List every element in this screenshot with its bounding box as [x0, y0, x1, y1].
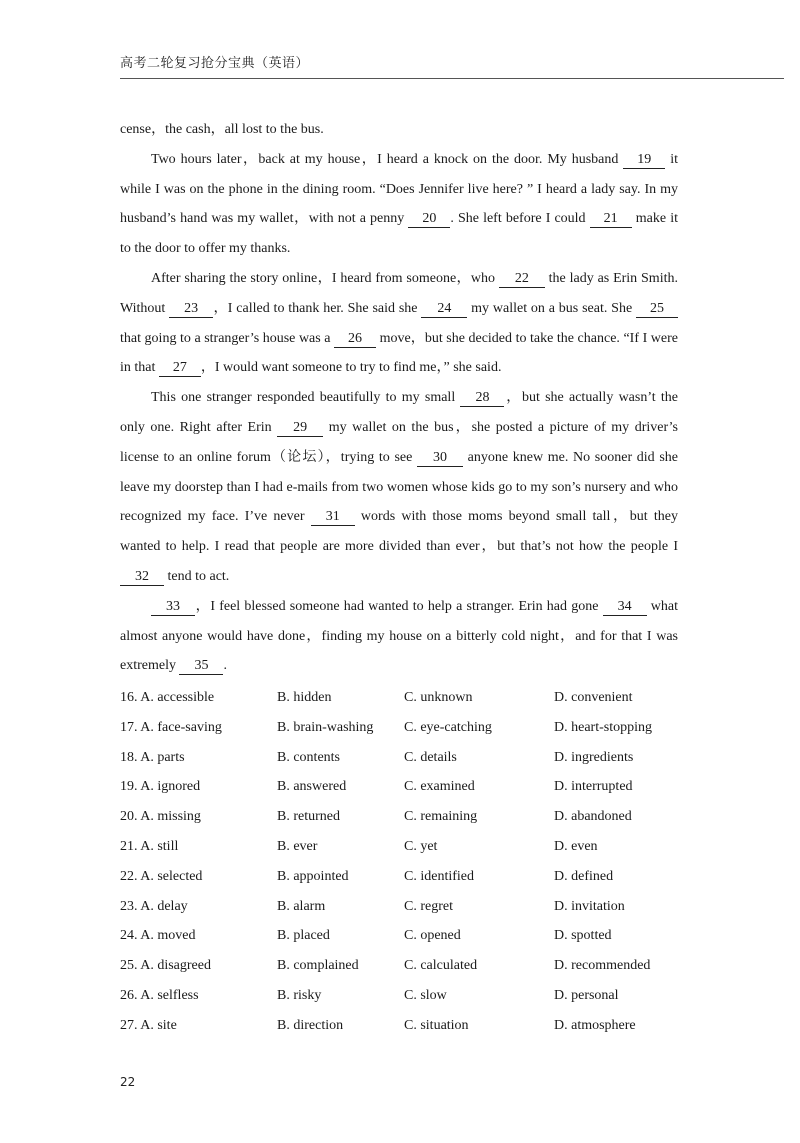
option-c: C. details: [404, 749, 457, 765]
option-a: 21. A. still: [120, 838, 179, 854]
option-row: [120, 981, 680, 1011]
option-a: 16. A. accessible: [120, 690, 215, 705]
blank-35: 35: [179, 657, 223, 675]
option-a: 25. A. disagreed: [120, 958, 211, 974]
passage-text: tend to act.: [164, 568, 230, 584]
option-b: B. returned: [277, 809, 340, 825]
option-row: [120, 743, 680, 773]
page-header: 高考二轮复习抢分宝典（英语）: [120, 56, 310, 71]
blank-20: 20: [408, 210, 450, 228]
option-c: C. remaining: [404, 809, 478, 825]
option-b: B. appointed: [277, 868, 349, 884]
paragraph-0: [120, 115, 678, 145]
passage-text: make it to the door to offer my thanks.: [120, 211, 678, 257]
option-a: 20. A. missing: [120, 809, 201, 825]
passage-text: move，but she decided to take the chance. “If I were in that: [120, 330, 678, 376]
option-d: D. spotted: [554, 928, 612, 944]
blank-24: 24: [421, 300, 467, 318]
option-c: C. calculated: [404, 958, 478, 974]
option-c: C. examined: [404, 779, 475, 795]
option-row: [120, 832, 680, 862]
option-b: B. ever: [277, 838, 318, 854]
option-row: [120, 713, 680, 743]
option-c: C. situation: [404, 1017, 469, 1033]
option-a: 22. A. selected: [120, 868, 203, 884]
option-c: C. unknown: [404, 690, 473, 705]
option-d: D. invitation: [554, 898, 625, 914]
paragraph-4: [120, 592, 678, 681]
blank-30: 30: [417, 449, 463, 467]
option-d: D. ingredients: [554, 749, 634, 765]
blank-25: 25: [636, 300, 678, 318]
option-row: [120, 1011, 680, 1041]
option-c: C. regret: [404, 898, 453, 914]
passage-text: cense，the cash，all lost to the bus.: [120, 122, 324, 137]
option-row: [120, 921, 680, 951]
passage-text: that going to a stranger’s house was a: [120, 330, 335, 346]
option-row: [120, 683, 680, 713]
option-b: B. hidden: [277, 690, 332, 705]
option-b: B. complained: [277, 958, 359, 974]
passage-text: my wallet on the bus，she posted a picture of my driver’s license to an online forum（论坛），trying to see: [120, 419, 678, 465]
option-b: B. direction: [277, 1017, 344, 1033]
blank-31: 31: [311, 508, 355, 526]
passage-text: After sharing the story online，I heard from someone，who: [151, 270, 499, 286]
option-d: D. defined: [554, 868, 614, 884]
passage-text: words with those moms beyond small tall，but they wanted to help. I read that people are more divided than ever，but that’s not how the people I: [120, 509, 678, 555]
passage-text: .: [223, 658, 227, 674]
option-b: B. brain-washing: [277, 719, 374, 735]
passage-text: anyone knew me. No sooner did she leave my doorstep than I had e-mails from two women whose kids go to my son’s nursery and who recognized my face. I’ve never: [120, 449, 679, 525]
blank-22: 22: [499, 270, 545, 288]
option-c: C. slow: [404, 987, 447, 1003]
option-row: [120, 862, 680, 892]
option-d: D. abandoned: [554, 809, 632, 825]
paragraph-3: [120, 383, 678, 592]
option-b: B. contents: [277, 749, 340, 765]
option-a: 26. A. selfless: [120, 987, 199, 1003]
page-number: 22: [120, 1075, 136, 1089]
passage-text: ，I would want someone to try to find me，” she said.: [200, 360, 502, 376]
blank-27: 27: [159, 359, 201, 377]
option-c: C. opened: [404, 928, 461, 944]
blank-33: 33: [151, 598, 195, 616]
option-row: [120, 951, 680, 981]
option-d: D. recommended: [554, 958, 651, 974]
passage-text: it while I was on the phone in the dining room. “Does Jennifer live here? ” I heard a lady say. In my husband’s hand was my wallet，with not a penny: [120, 151, 679, 227]
blank-29: 29: [277, 419, 323, 437]
header-divider: [120, 78, 784, 79]
option-b: B. risky: [277, 987, 322, 1003]
passage-text: This one stranger responded beautifully to my small: [151, 390, 461, 406]
option-c: C. identified: [404, 868, 474, 884]
answer-options: [120, 683, 680, 1041]
blank-19: 19: [623, 151, 665, 169]
passage-text: . She left before I could: [450, 211, 590, 227]
option-row: [120, 802, 680, 832]
option-a: 19. A. ignored: [120, 779, 201, 795]
passage-text: Two hours later，back at my house，I heard a knock on the door. My husband: [151, 151, 624, 167]
blank-28: 28: [460, 389, 504, 407]
option-d: D. interrupted: [554, 779, 633, 795]
option-b: B. answered: [277, 779, 347, 795]
option-d: D. convenient: [554, 690, 633, 705]
option-a: 23. A. delay: [120, 898, 188, 914]
option-a: 18. A. parts: [120, 749, 185, 765]
option-row: [120, 892, 680, 922]
option-c: C. eye-catching: [404, 719, 492, 735]
blank-21: 21: [590, 210, 632, 228]
blank-32: 32: [120, 568, 164, 586]
passage-text: my wallet on a bus seat. She: [467, 300, 636, 316]
passage-text: the lady as Erin Smith. Without: [120, 270, 678, 316]
option-d: D. atmosphere: [554, 1017, 636, 1033]
option-b: B. alarm: [277, 898, 326, 914]
paragraph-2: [120, 264, 678, 383]
option-d: D. heart-stopping: [554, 719, 652, 735]
passage-text: ，but she actually wasn’t the only one. Right after Erin: [120, 390, 678, 435]
passage: [120, 115, 678, 681]
option-row: [120, 772, 680, 802]
option-b: B. placed: [277, 928, 330, 944]
blank-26: 26: [334, 330, 376, 348]
option-d: D. personal: [554, 987, 619, 1003]
option-a: 24. A. moved: [120, 928, 196, 944]
option-d: D. even: [554, 838, 598, 854]
passage-text: ，I called to thank her. She said she: [213, 300, 422, 316]
paragraph-1: [120, 145, 678, 264]
blank-34: 34: [603, 598, 647, 616]
option-a: 17. A. face-saving: [120, 719, 222, 735]
passage-text: what almost anyone would have done，finding my house on a bitterly cold night，and for that I was extremely: [120, 598, 678, 674]
blank-23: 23: [169, 300, 213, 318]
option-c: C. yet: [404, 838, 438, 854]
passage-text: ，I feel blessed someone had wanted to help a stranger. Erin had gone: [195, 598, 603, 614]
option-a: 27. A. site: [120, 1017, 177, 1033]
